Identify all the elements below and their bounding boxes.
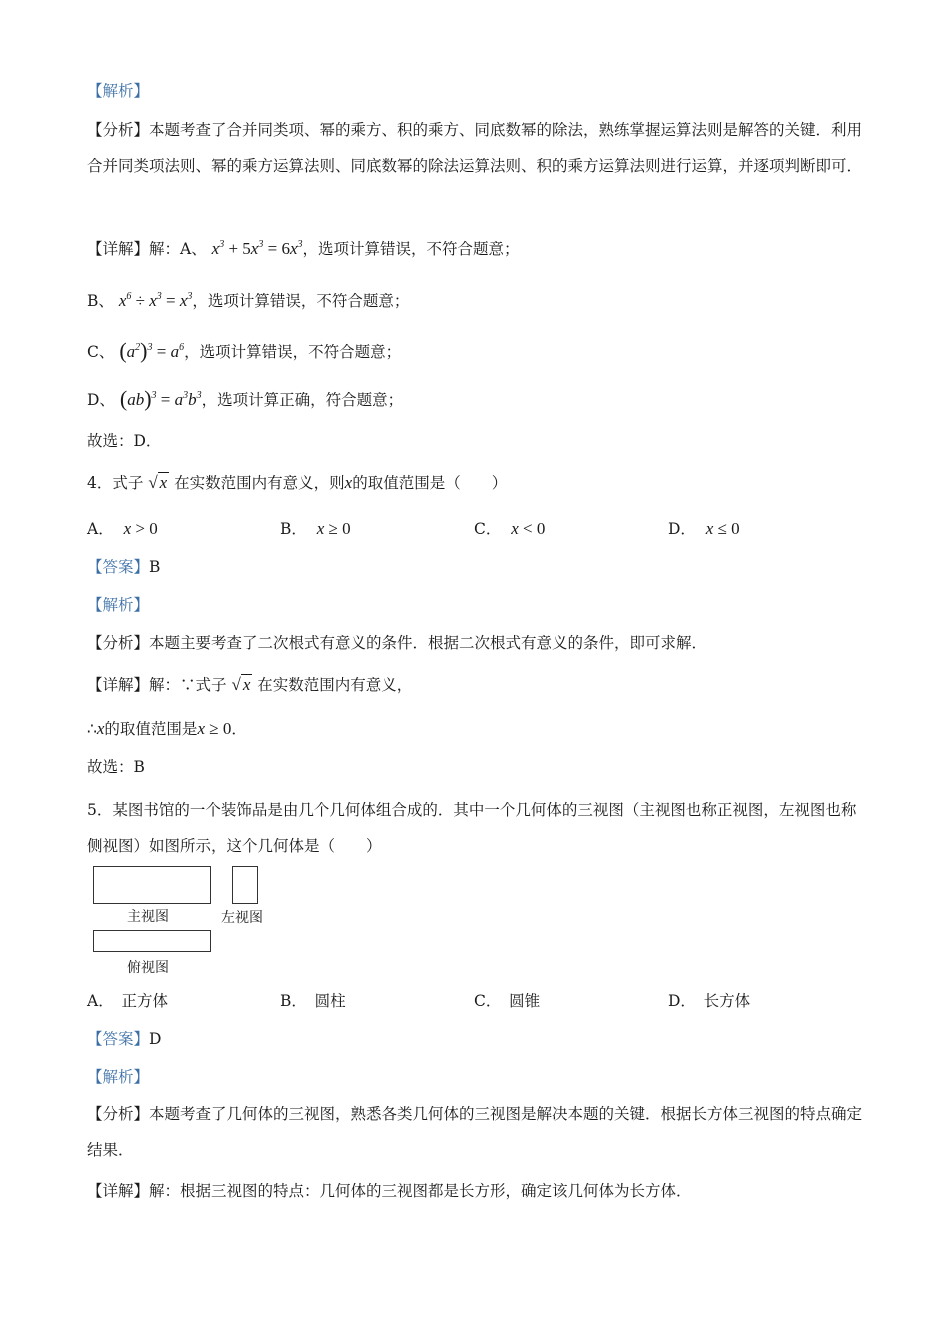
analysis-text: 本题考查了合并同类项、幂的乘方、积的乘方、同底数幂的除法，熟练掌握运算法则是解答的关键．利用合并同类项法则、幂的乘方运算法则、同底数幂的除法运算法则、积的乘方运算法则进行运算，并逐项判断即可． [87, 121, 863, 175]
q4-option-b: B． x ≥ 0 [280, 519, 351, 538]
answer-line-5: 【答案】D [87, 1030, 162, 1048]
option-a-lead: 解：A、 [149, 240, 207, 258]
jiexi-label-3: 【解析】 [87, 1068, 150, 1086]
left-view-caption: 左视图 [221, 910, 263, 926]
detail-tag: 【详解】 [87, 240, 150, 258]
q5-option-a: A． 正方体 [87, 992, 168, 1010]
q4-var: x [344, 473, 353, 492]
formula-d: $(ab)^3 = a^3b^3$ [119, 386, 202, 411]
option-d-lead: D、 [87, 391, 115, 409]
q4-option-c: C． x < 0 [474, 519, 546, 538]
option-c-tail: ，选项计算错误，不符合题意； [184, 343, 402, 361]
answer-choice-line-2: 故选：B [87, 758, 145, 776]
formula-b: $x^6 \div x^3 = x^3$ [118, 291, 193, 310]
option-b-tail: ，选项计算错误，不符合题意； [192, 292, 410, 310]
analysis-tag: 【分析】 [87, 121, 150, 139]
detail-line-D [87, 388, 403, 411]
front-view-rect [93, 866, 211, 904]
q5-option-c: C． 圆锥 [474, 992, 541, 1010]
q4-option-d: D． x ≤ 0 [668, 519, 740, 538]
sqrt-x-2: √ x [231, 675, 251, 694]
option-d-tail: ，选项计算正确，符合题意； [201, 391, 404, 409]
q4-lead: 4．式子 [87, 474, 144, 492]
q4-tail: 的取值范围是（ ） [352, 474, 508, 492]
detail-line-C [87, 340, 401, 363]
formula-a: $x^3 + 5x^3 = 6x^3$ [211, 239, 303, 258]
q4-option-a: A． x > 0 [87, 519, 158, 538]
sqrt-x: √ x [148, 473, 168, 492]
q4-mid: 在实数范围内有意义，则 [174, 474, 345, 492]
answer-tag: 【答案】 [87, 558, 150, 576]
detail-line-A [87, 238, 520, 260]
therefore-line: ∴x的取值范围是x ≥ 0． [87, 719, 247, 738]
question-4 [87, 472, 507, 494]
option-c-lead: C、 [87, 343, 115, 361]
detail-line-q4: 【详解】解：∵式子 √ x 在实数范围内有意义， [87, 675, 413, 694]
q5-option-b: B． 圆柱 [280, 992, 346, 1010]
jiexi-label-1: 【解析】 [87, 82, 150, 100]
analysis-paragraph-2: 【分析】本题主要考查了二次根式有意义的条件．根据二次根式有意义的条件，即可求解． [87, 634, 708, 652]
detail-line-B [87, 290, 409, 312]
answer-value: B [149, 558, 161, 576]
analysis-paragraph-1 [87, 112, 867, 184]
option-a-tail: ，选项计算错误，不符合题意； [302, 240, 520, 258]
analysis-paragraph-3: 【分析】本题考查了几何体的三视图，熟悉各类几何体的三视图是解决本题的关键．根据长方体三视图的特点确定结果． [87, 1105, 863, 1159]
detail-line-q5: 【详解】解：根据三视图的特点：几何体的三视图都是长方形，确定该几何体为长方体． [87, 1182, 692, 1200]
top-view-caption: 俯视图 [127, 960, 169, 976]
option-b-lead: B、 [87, 292, 114, 310]
answer-line-4 [87, 556, 160, 578]
formula-c: $(a^2)^3 = a^6$ [119, 338, 185, 363]
top-view-rect [93, 930, 211, 952]
answer-choice-line-1: 故选：D． [87, 432, 162, 450]
front-view-caption: 主视图 [127, 909, 169, 925]
jiexi-label-2: 【解析】 [87, 596, 150, 614]
q5-option-d: D． 长方体 [668, 992, 751, 1010]
left-view-rect [232, 866, 258, 904]
question-5: 5．某图书馆的一个装饰品是由几个几何体组合成的．其中一个几何体的三视图（主视图也称正视图，左视图也称侧视图）如图所示，这个几何体是（ ） [87, 801, 857, 855]
